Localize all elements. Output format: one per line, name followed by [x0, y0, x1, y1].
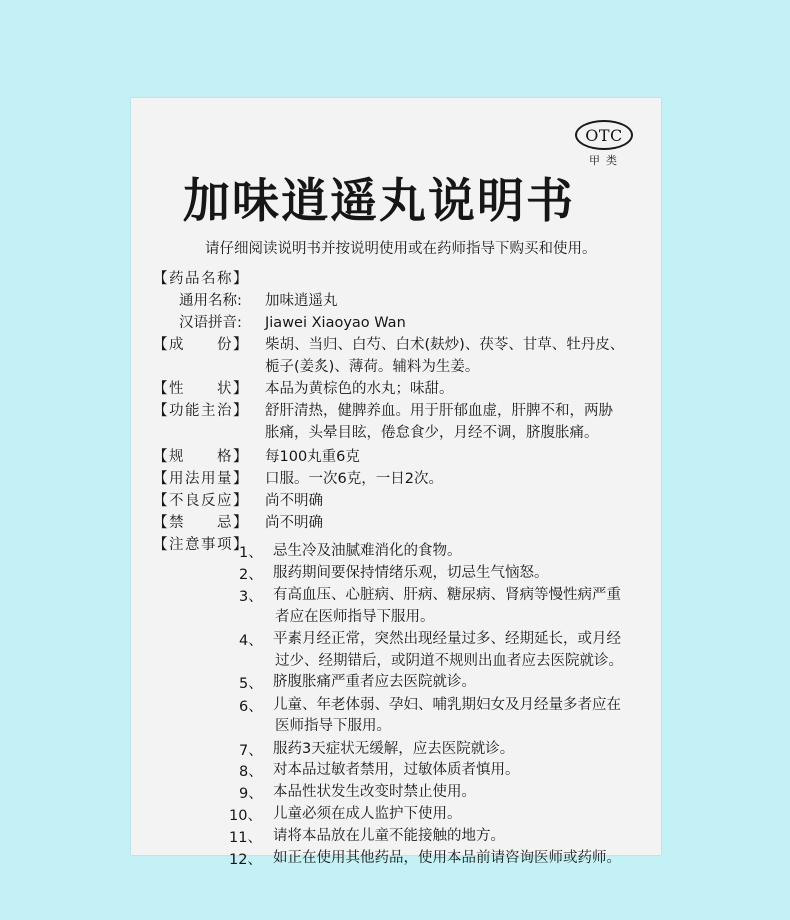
contra-value: 尚不明确 — [265, 515, 323, 531]
spec-label: 【规 格】 — [153, 449, 249, 465]
ingredients-line-2: 栀子(姜炙)、薄荷。辅料为生姜。 — [265, 359, 480, 375]
otc-badge — [575, 120, 633, 150]
precaution-text: 服药期间要保持情绪乐观，切忌生气恼怒。 — [273, 564, 549, 581]
precaution-number: 8、 — [239, 764, 263, 780]
otc-badge-text: OTC — [585, 125, 623, 145]
usage-value: 口服。一次6克，一日2次。 — [265, 471, 443, 487]
ingredients-label: 【成 份】 — [153, 337, 249, 353]
precaution-text: 忌生冷及油腻难消化的食物。 — [273, 543, 462, 559]
spec-value: 每100丸重6克 — [265, 449, 360, 465]
precaution-text: 平素月经正常，突然出现经量过多、经期延长，或月经 — [273, 631, 621, 647]
instruction-leaflet — [131, 98, 661, 868]
usage-label: 【用法用量】 — [153, 471, 249, 487]
properties-value: 本品为黄棕色的水丸；味甜。 — [265, 381, 454, 397]
pinyin-value: Jiawei Xiaoyao Wan — [265, 315, 406, 331]
generic-name-label: 通用名称: — [179, 293, 242, 309]
precaution-text: 儿童、年老体弱、孕妇、哺乳期妇女及月经量多者应在 — [273, 696, 621, 713]
precaution-text: 有高血压、心脏病、肝病、糖尿病、肾病等慢性病严重 — [273, 587, 621, 603]
precaution-number: 1、 — [239, 545, 263, 561]
precautions-label: 【注意事项】 — [153, 537, 249, 553]
precaution-number: 11、 — [229, 829, 262, 846]
precaution-number: 2、 — [239, 566, 263, 583]
reading-instruction: 请仔细阅读说明书并按说明使用或在药师指导下购买和使用。 — [205, 241, 597, 257]
precaution-number: 6、 — [239, 698, 263, 715]
precaution-number: 12、 — [229, 852, 262, 868]
precaution-number: 10、 — [229, 808, 262, 824]
properties-label: 【性 状】 — [153, 381, 249, 397]
generic-name-value: 加味逍遥丸 — [265, 293, 338, 309]
precaution-text: 医师指导下服用。 — [275, 718, 391, 734]
adverse-label: 【不良反应】 — [153, 493, 249, 509]
precaution-text: 服药3天症状无缓解，应去医院就诊。 — [273, 740, 515, 757]
precaution-text: 如正在使用其他药品，使用本品前请咨询医师或药师。 — [273, 850, 621, 866]
precaution-number: 4、 — [239, 633, 263, 649]
precaution-text: 对本品过敏者禁用，过敏体质者慎用。 — [273, 762, 520, 778]
precaution-text: 儿童必须在成人监护下使用。 — [273, 806, 462, 822]
precaution-number: 9、 — [239, 785, 263, 802]
pinyin-label: 汉语拼音: — [179, 315, 242, 331]
adverse-value: 尚不明确 — [265, 493, 323, 509]
precaution-text: 请将本品放在儿童不能接触的地方。 — [273, 827, 505, 844]
drug-name-label: 【药品名称】 — [153, 271, 249, 287]
precaution-text: 脐腹胀痛严重者应去医院就诊。 — [273, 674, 476, 690]
precaution-number: 3、 — [239, 589, 263, 605]
precaution-text: 本品性状发生改变时禁止使用。 — [273, 783, 476, 800]
indications-line-2: 胀痛，头晕目眩，倦怠食少，月经不调，脐腹胀痛。 — [265, 425, 599, 441]
precaution-number: 7、 — [239, 742, 263, 759]
page-title: 加味逍遥丸说明书 — [183, 174, 575, 229]
precaution-number: 5、 — [239, 676, 263, 692]
precaution-text: 者应在医师指导下服用。 — [275, 608, 435, 625]
ingredients-line-1: 柴胡、当归、白芍、白术(麸炒)、茯苓、甘草、牡丹皮、 — [265, 337, 625, 353]
indications-line-1: 舒肝清热，健脾养血。用于肝郁血虚，肝脾不和，两胁 — [265, 403, 613, 419]
precaution-text: 过少、经期错后，或阴道不规则出血者应去医院就诊。 — [275, 652, 623, 669]
indications-label: 【功能主治】 — [153, 403, 249, 419]
contra-label: 【禁 忌】 — [153, 515, 249, 531]
otc-class-label: 甲类 — [589, 154, 623, 167]
